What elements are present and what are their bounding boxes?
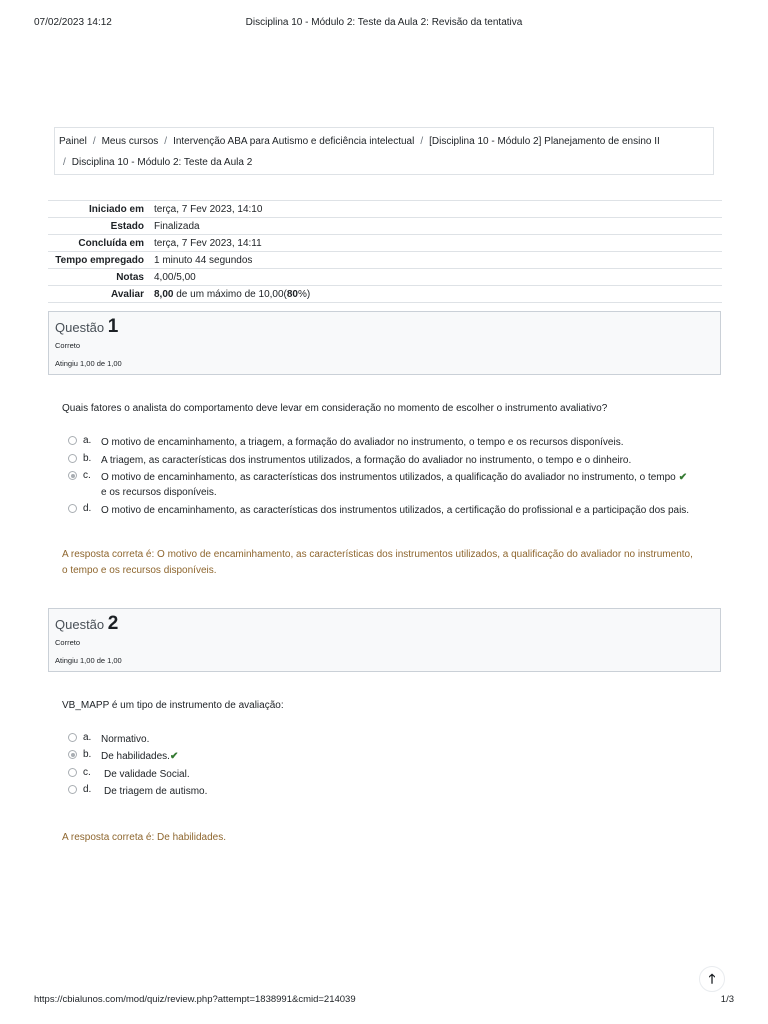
summary-label: Avaliar <box>48 286 150 303</box>
question-1-option-c[interactable] <box>68 470 708 502</box>
breadcrumb-item-meus-cursos[interactable]: Meus cursos <box>101 136 159 147</box>
question-number <box>55 316 118 338</box>
option-letter: b. <box>83 453 92 464</box>
option-letter: d. <box>83 503 92 514</box>
summary-label: Notas <box>48 269 150 286</box>
check-icon: ✔ <box>169 751 179 762</box>
radio-button[interactable] <box>68 768 77 777</box>
question-number <box>55 613 118 635</box>
feedback-line1: A resposta correta é: O motivo de encaminhamento, as características dos instrumentos utilizados, a qualificação do avaliador no instrumento, <box>62 549 693 560</box>
option-letter: a. <box>83 732 92 743</box>
option-letter: c. <box>83 470 91 481</box>
radio-button[interactable] <box>68 504 77 513</box>
question-number-value: 2 <box>107 613 119 634</box>
option-text-line2: e os recursos disponíveis. <box>101 487 217 498</box>
question-2-feedback: A resposta correta é: De habilidades. <box>62 832 226 843</box>
attempt-summary-table <box>48 200 722 303</box>
summary-row-time <box>48 252 722 269</box>
breadcrumb-item-painel[interactable]: Painel <box>59 136 87 147</box>
summary-label: Iniciado em <box>48 201 150 218</box>
option-text-value: De habilidades. <box>101 751 170 762</box>
summary-label: Tempo empregado <box>48 252 150 269</box>
summary-label: Estado <box>48 218 150 235</box>
summary-value: terça, 7 Fev 2023, 14:11 <box>150 235 722 252</box>
option-text: A triagem, as características dos instrumentos utilizados, a formação do avaliador no instrumento, o tempo e o dinheiro. <box>101 455 632 466</box>
print-url: https://cbialunos.com/mod/quiz/review.php?attempt=1838991&cmid=214039 <box>34 994 356 1005</box>
question-1-text: Quais fatores o analista do comportamento deve levar em consideração no momento de escolher o instrumento avaliativo? <box>62 403 608 414</box>
option-letter: d. <box>83 784 92 795</box>
breadcrumb-separator: / <box>63 157 66 168</box>
question-state: Correto <box>55 638 81 647</box>
option-text-line1: O motivo de encaminhamento, as características dos instrumentos utilizados, a qualificação do avaliador no instrumento, o tempo <box>101 472 676 483</box>
radio-button-selected[interactable] <box>68 750 77 759</box>
question-grade: Atingiu 1,00 de 1,00 <box>55 656 122 665</box>
summary-row-marks <box>48 269 722 286</box>
radio-button-selected[interactable] <box>68 471 77 480</box>
option-text <box>101 749 178 764</box>
back-to-top-button[interactable] <box>699 966 725 992</box>
option-text: O motivo de encaminhamento, a triagem, a formação do avaliador no instrumento, o tempo e os recursos disponíveis. <box>101 437 624 448</box>
summary-label: Concluída em <box>48 235 150 252</box>
option-text: O motivo de encaminhamento, as características dos instrumentos utilizados, a certificação do profissional e a participação dos pais. <box>101 505 690 516</box>
radio-button[interactable] <box>68 785 77 794</box>
radio-button[interactable] <box>68 454 77 463</box>
option-text: De validade Social. <box>104 769 190 780</box>
option-text <box>101 470 687 500</box>
option-letter: c. <box>83 767 91 778</box>
summary-row-started <box>48 201 722 218</box>
question-1-feedback <box>62 547 714 579</box>
question-label: Questão <box>55 320 105 335</box>
option-text: De triagem de autismo. <box>104 786 208 797</box>
print-page-number: 1/3 <box>720 994 734 1005</box>
question-state: Correto <box>55 341 81 350</box>
summary-value: 4,00/5,00 <box>150 269 722 286</box>
grade-score: 8,00 <box>154 288 174 300</box>
summary-value <box>150 286 722 303</box>
summary-value: Finalizada <box>150 218 722 235</box>
check-icon: ✔ <box>678 472 688 483</box>
radio-button[interactable] <box>68 733 77 742</box>
summary-row-state <box>48 218 722 235</box>
grade-end: %) <box>297 288 311 300</box>
question-2-text: VB_MAPP é um tipo de instrumento de avaliação: <box>62 700 284 711</box>
summary-row-completed <box>48 235 722 252</box>
breadcrumb <box>54 127 714 175</box>
breadcrumb-item-quiz[interactable]: Disciplina 10 - Módulo 2: Teste da Aula 2 <box>71 157 253 168</box>
radio-button[interactable] <box>68 436 77 445</box>
breadcrumb-separator: / <box>420 136 424 147</box>
option-text: Normativo. <box>101 734 150 745</box>
breadcrumb-item-section[interactable]: [Disciplina 10 - Módulo 2] Planejamento de ensino II <box>429 136 660 147</box>
breadcrumb-separator: / <box>164 136 168 147</box>
arrow-up-icon: 🡑 <box>708 971 716 986</box>
summary-value: 1 minuto 44 segundos <box>150 252 722 269</box>
print-title: Disciplina 10 - Módulo 2: Teste da Aula 2: Revisão da tentativa <box>245 17 523 28</box>
question-1-info <box>48 311 721 375</box>
question-2-info <box>48 608 721 672</box>
breadcrumb-item-course[interactable]: Intervenção ABA para Autismo e deficiência intelectual <box>173 136 415 147</box>
question-number-value: 1 <box>107 316 119 337</box>
grade-mid: de um máximo de 10,00( <box>173 288 287 300</box>
print-date: 07/02/2023 14:12 <box>34 17 112 28</box>
feedback-line2: o tempo e os recursos disponíveis. <box>62 565 217 576</box>
option-letter: b. <box>83 749 92 760</box>
summary-row-grade <box>48 286 722 303</box>
breadcrumb-separator: / <box>92 136 96 147</box>
question-grade: Atingiu 1,00 de 1,00 <box>55 359 122 368</box>
option-letter: a. <box>83 435 92 446</box>
summary-value: terça, 7 Fev 2023, 14:10 <box>150 201 722 218</box>
grade-percent: 80 <box>286 288 298 300</box>
question-label: Questão <box>55 617 105 632</box>
